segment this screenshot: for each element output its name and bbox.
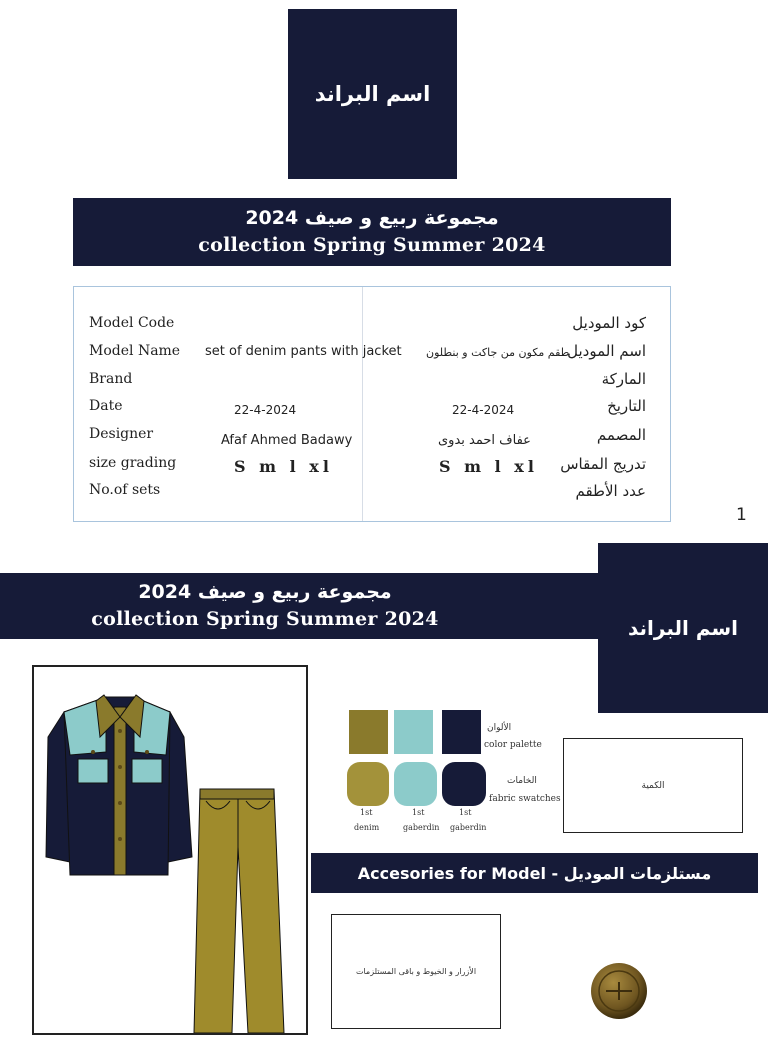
fabric-swatch-gaberdin-navy	[442, 762, 486, 806]
fabric-grade-1: 1st	[360, 808, 373, 817]
collection-banner-2	[0, 573, 600, 639]
collection-title-ar-2: مجموعة ربيع و صيف 2024	[138, 581, 392, 603]
label-brand: Brand	[89, 371, 133, 387]
model-name-value: set of denim pants with jacket	[205, 344, 402, 359]
size-grading-value: S m l xl	[234, 457, 333, 476]
designer-value: Afaf Ahmed Badawy	[221, 433, 353, 448]
fabric-swatches-label: fabric swatches	[489, 794, 561, 804]
accessories-box	[331, 914, 501, 1029]
fabric-grade-2: 1st	[412, 808, 425, 817]
fabric-swatch-gaberdin-aqua	[394, 762, 437, 806]
model-name-value-ar: طقم مكون من جاكت و بنطلون	[426, 346, 570, 359]
label-date: Date	[89, 398, 123, 414]
label-designer: Designer	[89, 426, 154, 442]
designer-value-ar: عفاف احمد بدوى	[438, 433, 531, 448]
label-date-ar: التاريخ	[607, 397, 646, 415]
label-model-code-ar: كود الموديل	[572, 314, 646, 332]
color-palette-label: color palette	[484, 740, 542, 750]
fabric-name-2: gaberdin	[403, 823, 440, 832]
fabric-swatch-denim	[347, 762, 389, 806]
label-size-grading: size grading	[89, 455, 177, 471]
label-size-grading-ar: تدريج المقاس	[560, 455, 646, 473]
accessories-title: مستلزمات الموديل - Accesories for Model	[357, 863, 712, 883]
label-model-name: Model Name	[89, 343, 181, 359]
accessories-box-label: الأزرار و الخيوط و باقى المستلزمات	[355, 967, 477, 976]
date-value: 22-4-2024	[234, 403, 297, 417]
fabric-name-1: denim	[354, 823, 380, 832]
label-designer-ar: المصمم	[596, 426, 646, 444]
pants-sketch	[194, 789, 284, 1033]
brand-name-box	[288, 9, 457, 179]
jacket-sketch	[46, 695, 192, 875]
button-accessory-icon	[590, 962, 648, 1020]
brand-name-2: اسم البراند	[627, 616, 739, 640]
color-swatch-aqua	[394, 710, 433, 754]
fabric-swatches-label-ar: الخامات	[507, 776, 537, 786]
size-grading-value-ar: S m l xl	[439, 457, 538, 476]
model-info-card	[73, 286, 671, 522]
quantity-box	[563, 738, 743, 833]
color-swatch-olive	[349, 710, 388, 754]
label-brand-ar: الماركة	[601, 370, 646, 388]
fabric-grade-3: 1st	[459, 808, 472, 817]
label-model-code: Model Code	[89, 315, 175, 331]
card-divider	[362, 287, 363, 521]
color-palette-label-ar: الألوان	[487, 723, 512, 733]
collection-title-ar: مجموعة ربيع و صيف 2024	[245, 207, 499, 229]
collection-title-en: collection Spring Summer 2024	[198, 234, 546, 256]
page-number: 1	[736, 505, 747, 525]
fabric-name-3: gaberdin	[450, 823, 487, 832]
garment-sketch-frame	[32, 665, 308, 1035]
date-value-ar: 22-4-2024	[452, 403, 515, 417]
brand-name: اسم البراند	[314, 82, 431, 106]
quantity-label: الكمية	[641, 780, 665, 791]
collection-title-en-2: collection Spring Summer 2024	[91, 608, 439, 630]
accessories-banner	[311, 853, 758, 893]
color-swatch-navy	[442, 710, 481, 754]
garment-sketch-illustration	[34, 667, 306, 1033]
brand-name-box-2	[598, 543, 768, 713]
collection-banner	[73, 198, 671, 266]
label-no-of-sets-ar: عدد الأطقم	[575, 482, 646, 500]
label-model-name-ar: اسم الموديل	[567, 342, 646, 360]
label-no-of-sets: No.of sets	[89, 482, 161, 498]
